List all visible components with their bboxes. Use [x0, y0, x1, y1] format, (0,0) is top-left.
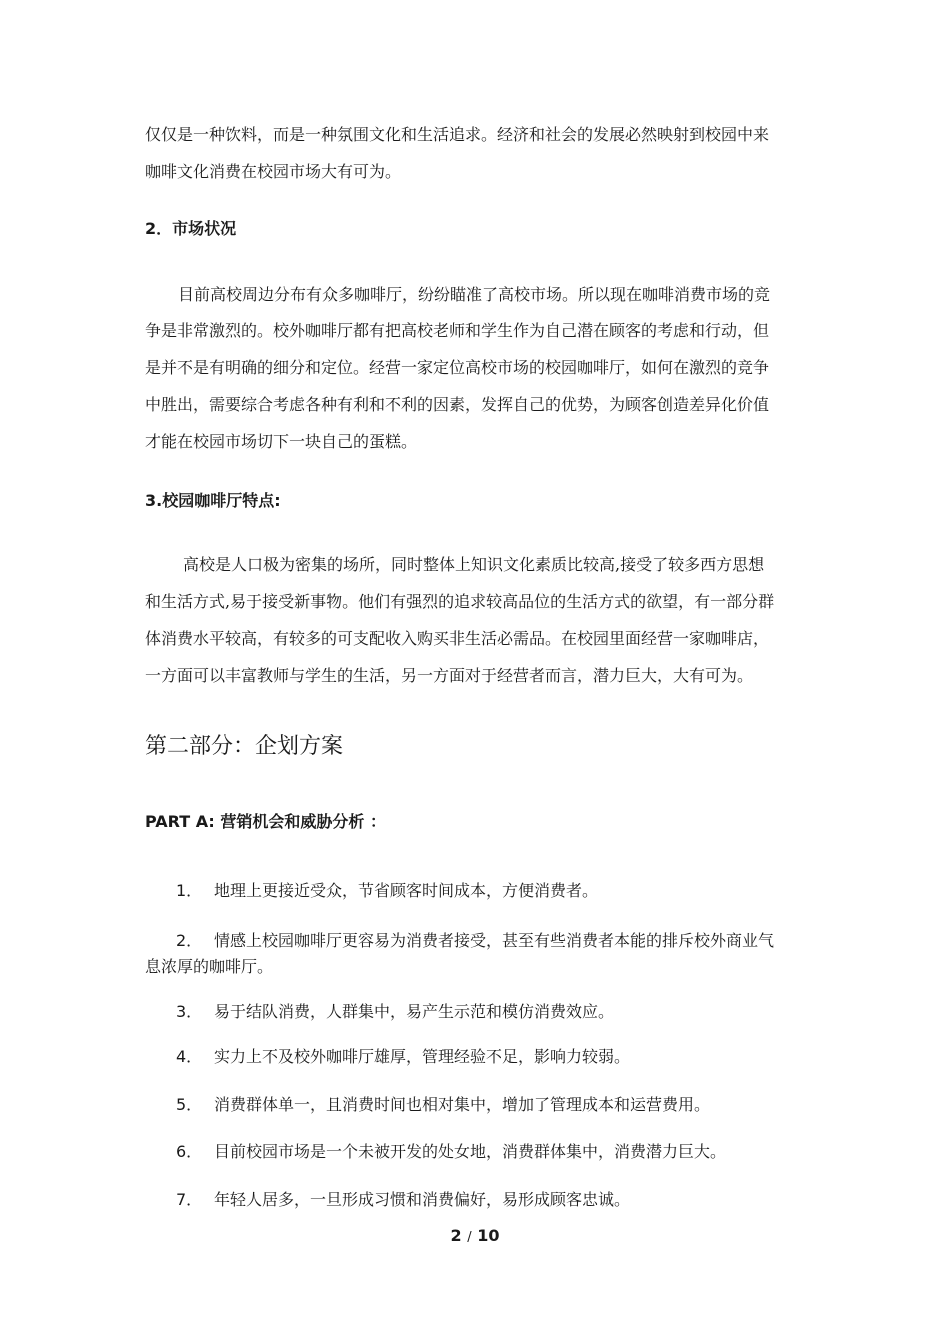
- list-item-number: 1．: [176, 881, 203, 900]
- page-total: 10: [477, 1226, 500, 1245]
- page-separator: /: [467, 1230, 472, 1245]
- partA-heading: PART A: 营销机会和威胁分析 ：: [145, 812, 386, 831]
- section3-line-3: 体消费水平较高，有较多的可支配收入购买非生活必需品。在校园里面经营一家咖啡店，: [145, 629, 770, 648]
- list-item-2-continuation: 息浓厚的咖啡厅。: [145, 957, 274, 976]
- list-item-6: [176, 1142, 726, 1162]
- list-item-text: 实力上不及校外咖啡厅雄厚，管理经验不足，影响力较弱。: [214, 1047, 631, 1066]
- section3-heading: 3.校园咖啡厅特点:: [145, 491, 281, 510]
- list-item-3: [176, 1002, 614, 1022]
- section3-line-1: 高校是人口极为密集的场所，同时整体上知识文化素质比较高,接受了较多西方思想: [183, 555, 765, 574]
- section2-line-1: 目前高校周边分布有众多咖啡厅，纷纷瞄准了高校市场。所以现在咖啡消费市场的竞: [178, 285, 771, 304]
- section2-line-5: 才能在校园市场切下一块自己的蛋糕。: [145, 432, 418, 451]
- list-item-7: [176, 1190, 630, 1210]
- list-item-text: 地理上更接近受众，节省顾客时间成本，方便消费者。: [214, 881, 599, 900]
- list-item-number: 3．: [176, 1002, 203, 1021]
- list-item-text: 年轻人居多，一旦形成习惯和消费偏好，易形成顾客忠诚。: [214, 1190, 631, 1209]
- list-item-5: [176, 1095, 710, 1115]
- list-item-4: [176, 1047, 630, 1067]
- list-item-number: 6．: [176, 1142, 203, 1161]
- list-item-text: 消费群体单一，且消费时间也相对集中，增加了管理成本和运营费用。: [214, 1095, 711, 1114]
- section3-line-2: 和生活方式,易于接受新事物。他们有强烈的追求较高品位的生活方式的欲望，有一部分群: [145, 592, 775, 611]
- list-item-number: 7．: [176, 1190, 203, 1209]
- list-item-number: 4．: [176, 1047, 203, 1066]
- list-item-text: 易于结队消费，人群集中，易产生示范和模仿消费效应。: [214, 1002, 615, 1021]
- section2-line-3: 是并不是有明确的细分和定位。经营一家定位高校市场的校园咖啡厅，如何在激烈的竞争: [145, 358, 770, 377]
- part2-heading: 第二部分：企划方案: [145, 734, 344, 759]
- page-current: 2: [450, 1226, 462, 1245]
- list-item-number: 5．: [176, 1095, 203, 1114]
- section3-line-4: 一方面可以丰富教师与学生的生活，另一方面对于经营者而言，潜力巨大，大有可为。: [145, 666, 754, 685]
- intro-line-2: 咖啡文化消费在校园市场大有可为。: [145, 162, 402, 181]
- page-number: [0, 1226, 950, 1248]
- list-item-text: 情感上校园咖啡厅更容易为消费者接受，甚至有些消费者本能的排斥校外商业气: [214, 931, 775, 950]
- list-item-1: [176, 881, 598, 901]
- section2-line-2: 争是非常激烈的。校外咖啡厅都有把高校老师和学生作为自己潜在顾客的考虑和行动，但: [145, 321, 770, 340]
- section2-heading: 2．市场状况: [145, 219, 237, 238]
- intro-line-1: 仅仅是一种饮料，而是一种氛围文化和生活追求。经济和社会的发展必然映射到校园中来: [145, 125, 770, 144]
- list-item-2: [176, 931, 774, 951]
- list-item-number: 2．: [176, 931, 203, 950]
- list-item-text: 目前校园市场是一个未被开发的处女地，消费群体集中，消费潜力巨大。: [214, 1142, 727, 1161]
- section2-line-4: 中胜出，需要综合考虑各种有利和不利的因素，发挥自己的优势，为顾客创造差异化价值: [145, 395, 770, 414]
